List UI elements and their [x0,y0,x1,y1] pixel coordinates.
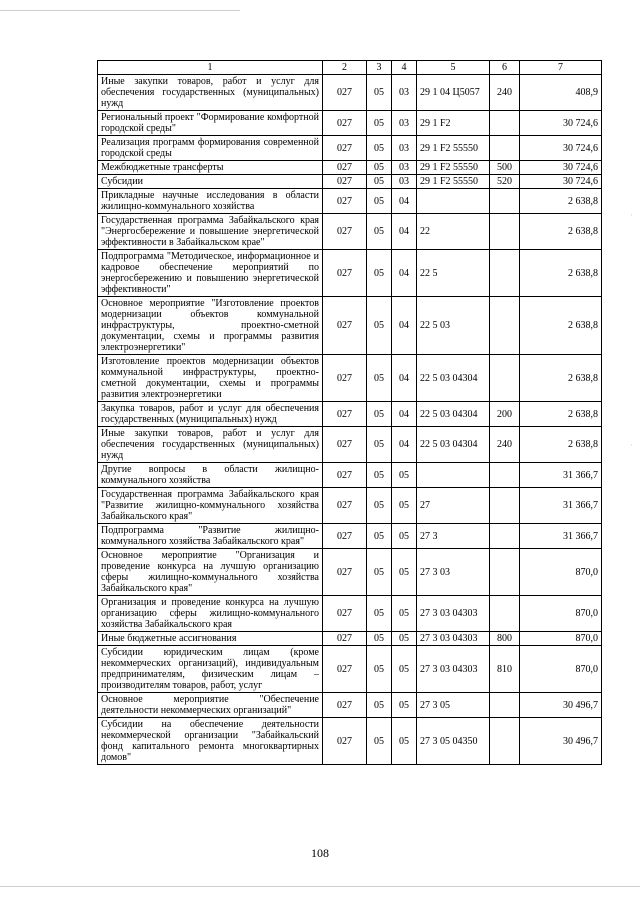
scan-artifact-line [0,10,240,11]
table-row [98,75,602,111]
amount: 870,0 [520,596,602,632]
target-article-code: 29 1 F2 55550 [417,175,490,189]
column-header: 1 [98,61,323,75]
subsection-code: 05 [392,632,417,646]
table-row [98,427,602,463]
subsection-code: 03 [392,175,417,189]
amount: 30 724,6 [520,111,602,136]
row-name: Реализация программ формирования современной городской среды [98,136,323,161]
amount: 870,0 [520,646,602,693]
section-code: 05 [367,161,392,175]
table-row [98,161,602,175]
ministry-code: 027 [323,402,367,427]
column-header: 4 [392,61,417,75]
expense-type-code [490,250,520,297]
row-name: Иные закупки товаров, работ и услуг для обеспечения государственных (муниципальных) нужд [98,427,323,463]
budget-table [97,60,602,765]
amount: 30 496,7 [520,693,602,718]
table-row [98,297,602,355]
expense-type-code [490,488,520,524]
section-code: 05 [367,111,392,136]
subsection-code: 04 [392,189,417,214]
ministry-code: 027 [323,75,367,111]
target-article-code: 27 3 03 [417,549,490,596]
section-code: 05 [367,693,392,718]
table-header-row [98,61,602,75]
expense-type-code [490,524,520,549]
target-article-code: 22 5 03 04304 [417,402,490,427]
section-code: 05 [367,136,392,161]
target-article-code: 27 [417,488,490,524]
target-article-code: 27 3 05 [417,693,490,718]
subsection-code: 05 [392,524,417,549]
expense-type-code [490,111,520,136]
table-row [98,189,602,214]
target-article-code [417,189,490,214]
row-name: Прикладные научные исследования в области жилищно-коммунального хозяйства [98,189,323,214]
table-row [98,646,602,693]
expense-type-code: 520 [490,175,520,189]
subsection-code: 04 [392,214,417,250]
amount: 30 724,6 [520,161,602,175]
subsection-code: 04 [392,250,417,297]
table-row [98,524,602,549]
scan-artifact-line [0,886,640,887]
table-row [98,463,602,488]
ministry-code: 027 [323,297,367,355]
target-article-code: 22 [417,214,490,250]
target-article-code: 27 3 03 04303 [417,632,490,646]
row-name: Основное мероприятие "Изготовление проектов модернизации объектов коммунальной инфраструктуры, проектно-сметной документации, схемы и программы развития электроэнергетики" [98,297,323,355]
section-code: 05 [367,75,392,111]
amount: 408,9 [520,75,602,111]
expense-type-code: 240 [490,427,520,463]
subsection-code: 04 [392,297,417,355]
section-code: 05 [367,596,392,632]
row-name: Иные закупки товаров, работ и услуг для обеспечения государственных (муниципальных) нужд [98,75,323,111]
target-article-code: 29 1 04 Ц5057 [417,75,490,111]
expense-type-code [490,297,520,355]
subsection-code: 03 [392,136,417,161]
ministry-code: 027 [323,175,367,189]
target-article-code: 27 3 03 04303 [417,646,490,693]
subsection-code: 04 [392,355,417,402]
subsection-code: 03 [392,75,417,111]
expense-type-code: 240 [490,75,520,111]
amount: 31 366,7 [520,488,602,524]
row-name: Государственная программа Забайкальского края "Развитие жилищно-коммунального хозяйства Забайкальского края" [98,488,323,524]
section-code: 05 [367,718,392,765]
expense-type-code [490,549,520,596]
row-name: Субсидии на обеспечение деятельности некоммерческой организации "Забайкальский фонд капитального ремонта многоквартирных домов" [98,718,323,765]
row-name: Основное мероприятие "Обеспечение деятельности некоммерческих организаций" [98,693,323,718]
amount: 2 638,8 [520,297,602,355]
target-article-code: 22 5 03 04304 [417,355,490,402]
section-code: 05 [367,646,392,693]
target-article-code: 22 5 03 [417,297,490,355]
section-code: 05 [367,524,392,549]
section-code: 05 [367,402,392,427]
ministry-code: 027 [323,161,367,175]
section-code: 05 [367,549,392,596]
subsection-code: 05 [392,646,417,693]
expense-type-code [490,189,520,214]
table-row [98,596,602,632]
column-header: 7 [520,61,602,75]
expense-type-code [490,355,520,402]
subsection-code: 05 [392,693,417,718]
amount: 30 496,7 [520,718,602,765]
target-article-code: 29 1 F2 55550 [417,136,490,161]
ministry-code: 027 [323,524,367,549]
expense-type-code [490,718,520,765]
amount: 30 724,6 [520,136,602,161]
target-article-code: 22 5 [417,250,490,297]
row-name: Другие вопросы в области жилищно-коммунального хозяйства [98,463,323,488]
subsection-code: 03 [392,161,417,175]
section-code: 05 [367,250,392,297]
expense-type-code [490,693,520,718]
expense-type-code: 810 [490,646,520,693]
row-name: Государственная программа Забайкальского края "Энергосбережение и повышение энергетической эффективности в Забайкальском крае" [98,214,323,250]
section-code: 05 [367,297,392,355]
subsection-code: 05 [392,463,417,488]
ministry-code: 027 [323,136,367,161]
ministry-code: 027 [323,463,367,488]
row-name: Подпрограмма "Методическое, информационное и кадровое обеспечение мероприятий по энергосбережению и повышению энергетической эффективности" [98,250,323,297]
amount: 30 724,6 [520,175,602,189]
target-article-code: 27 3 03 04303 [417,596,490,632]
amount: 2 638,8 [520,355,602,402]
column-header: 6 [490,61,520,75]
page-number: 108 [311,846,329,860]
ministry-code: 027 [323,596,367,632]
amount: 31 366,7 [520,463,602,488]
row-name: Субсидии юридическим лицам (кроме некоммерческих организаций), индивидуальным предпринимателям, физическим лицам – производителям товаров, работ, услуг [98,646,323,693]
table-row [98,549,602,596]
section-code: 05 [367,214,392,250]
target-article-code: 29 1 F2 55550 [417,161,490,175]
row-name: Межбюджетные трансферты [98,161,323,175]
ministry-code: 027 [323,488,367,524]
table-row [98,718,602,765]
expense-type-code: 500 [490,161,520,175]
margin-mark: · [630,210,633,220]
ministry-code: 027 [323,632,367,646]
amount: 870,0 [520,632,602,646]
subsection-code: 05 [392,549,417,596]
column-header: 5 [417,61,490,75]
margin-mark: · [630,440,633,450]
row-name: Изготовление проектов модернизации объектов коммунальной инфраструктуры, проектно-сметной документации, схемы и программы развития электроэнергетики [98,355,323,402]
ministry-code: 027 [323,549,367,596]
row-name: Иные бюджетные ассигнования [98,632,323,646]
table-row [98,488,602,524]
subsection-code: 05 [392,718,417,765]
row-name: Организация и проведение конкурса на лучшую организацию сферы жилищно-коммунального хозяйства Забайкальского края [98,596,323,632]
expense-type-code [490,463,520,488]
subsection-code: 04 [392,427,417,463]
ministry-code: 027 [323,355,367,402]
expense-type-code: 800 [490,632,520,646]
table-row [98,402,602,427]
section-code: 05 [367,632,392,646]
section-code: 05 [367,488,392,524]
target-article-code: 29 1 F2 [417,111,490,136]
row-name: Закупка товаров, работ и услуг для обеспечения государственных (муниципальных) нужд [98,402,323,427]
target-article-code: 22 5 03 04304 [417,427,490,463]
expense-type-code [490,214,520,250]
amount: 2 638,8 [520,214,602,250]
section-code: 05 [367,355,392,402]
amount: 870,0 [520,549,602,596]
target-article-code: 27 3 05 04350 [417,718,490,765]
subsection-code: 05 [392,596,417,632]
table-row [98,693,602,718]
ministry-code: 027 [323,189,367,214]
ministry-code: 027 [323,693,367,718]
section-code: 05 [367,175,392,189]
column-header: 3 [367,61,392,75]
ministry-code: 027 [323,214,367,250]
row-name: Подпрограмма "Развитие жилищно-коммунального хозяйства Забайкальского края" [98,524,323,549]
subsection-code: 05 [392,488,417,524]
table-row [98,175,602,189]
table-row [98,632,602,646]
subsection-code: 04 [392,402,417,427]
amount: 2 638,8 [520,427,602,463]
table-row [98,214,602,250]
ministry-code: 027 [323,250,367,297]
table-row [98,355,602,402]
row-name: Региональный проект "Формирование комфортной городской среды" [98,111,323,136]
section-code: 05 [367,189,392,214]
expense-type-code [490,596,520,632]
ministry-code: 027 [323,427,367,463]
expense-type-code [490,136,520,161]
target-article-code: 27 3 [417,524,490,549]
target-article-code [417,463,490,488]
ministry-code: 027 [323,718,367,765]
amount: 2 638,8 [520,250,602,297]
expense-type-code: 200 [490,402,520,427]
table-row [98,136,602,161]
table-row [98,250,602,297]
section-code: 05 [367,427,392,463]
subsection-code: 03 [392,111,417,136]
row-name: Основное мероприятие "Организация и проведение конкурса на лучшую организацию сферы жилищно-коммунального хозяйства Забайкальского края" [98,549,323,596]
ministry-code: 027 [323,111,367,136]
column-header: 2 [323,61,367,75]
amount: 31 366,7 [520,524,602,549]
section-code: 05 [367,463,392,488]
amount: 2 638,8 [520,189,602,214]
table-row [98,111,602,136]
amount: 2 638,8 [520,402,602,427]
row-name: Субсидии [98,175,323,189]
ministry-code: 027 [323,646,367,693]
